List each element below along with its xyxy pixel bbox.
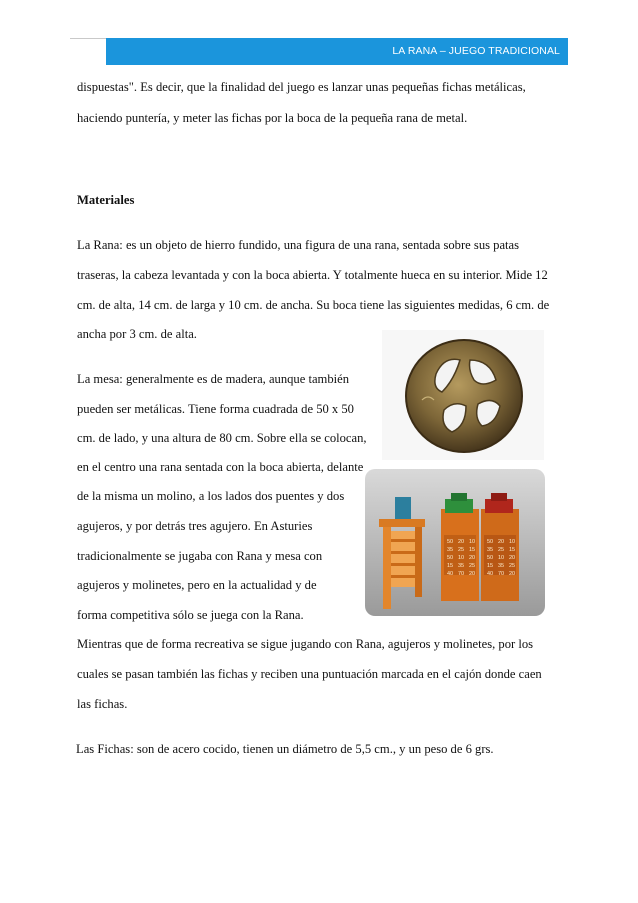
paragraph-line: dispuestas". Es decir, que la finalidad del juego es lanzar unas pequeñas fichas metálicas, xyxy=(77,80,526,94)
score-value: 50 xyxy=(487,539,494,545)
score-value: 15 xyxy=(487,563,494,569)
score-value: 10 xyxy=(458,555,465,561)
score-value: 20 xyxy=(498,539,505,545)
paragraph-line: cm. de alta, 14 cm. de larga y 10 cm. de ancha. Su boca tiene las siguientes medidas, 6 cm. de xyxy=(77,298,550,312)
score-value: 15 xyxy=(509,547,516,553)
score-value: 35 xyxy=(447,547,454,553)
paragraph-line: haciendo puntería, y meter las fichas por la boca de la pequeña rana de metal. xyxy=(77,111,468,125)
score-value: 40 xyxy=(447,571,454,577)
score-value: 70 xyxy=(498,571,505,577)
paragraph-line: agujeros y molinetes, pero en la actualidad y de xyxy=(77,578,317,592)
paragraph-line: pueden ser metálicas. Tiene forma cuadrada de 50 x 50 xyxy=(77,402,354,416)
score-value: 40 xyxy=(487,571,494,577)
score-value: 50 xyxy=(447,555,454,561)
score-value: 25 xyxy=(498,547,505,553)
score-value: 35 xyxy=(458,563,465,569)
game-table-photo xyxy=(365,469,545,616)
paragraph-line: ancha por 3 cm. de alta. xyxy=(77,327,197,341)
paragraph-line: agujeros, y por detrás tres agujero. En Asturies xyxy=(77,519,313,533)
paragraph-line: forma competitiva sólo se juega con la Rana. xyxy=(77,608,304,622)
score-value: 50 xyxy=(447,539,454,545)
score-value: 20 xyxy=(509,571,516,577)
score-value: 50 xyxy=(487,555,494,561)
score-value: 70 xyxy=(458,571,465,577)
score-value: 20 xyxy=(469,555,476,561)
score-value: 20 xyxy=(458,539,465,545)
header-title: LA RANA – JUEGO TRADICIONAL xyxy=(392,45,560,57)
score-value: 15 xyxy=(469,547,476,553)
paragraph-line: traseras, la cabeza levantada y con la boca abierta. Y totalmente hueca en su interior. Mide 12 xyxy=(77,268,548,282)
paragraph-line: cuales se pasan también las fichas y reciben una puntuación marcada en el cajón donde caen xyxy=(77,667,542,681)
score-value: 35 xyxy=(498,563,505,569)
score-value: 25 xyxy=(469,563,476,569)
score-value: 10 xyxy=(498,555,505,561)
score-value: 25 xyxy=(509,563,516,569)
paragraph-line: Las Fichas: son de acero cocido, tienen un diámetro de 5,5 cm., y un peso de 6 grs. xyxy=(76,742,494,756)
score-value: 20 xyxy=(469,571,476,577)
score-value: 25 xyxy=(458,547,465,553)
header-bar xyxy=(106,38,568,65)
paragraph-line: Mientras que de forma recreativa se sigue jugando con Rana, agujeros y molinetes, por los xyxy=(77,637,534,651)
score-value: 35 xyxy=(487,547,494,553)
paragraph-line: tradicionalmente se jugaba con Rana y mesa con xyxy=(77,549,323,563)
score-value: 20 xyxy=(509,555,516,561)
header-rule xyxy=(70,38,106,39)
paragraph-line: La Rana: es un objeto de hierro fundido, una figura de una rana, sentada sobre sus patas xyxy=(77,238,520,252)
token-photo xyxy=(382,330,544,460)
paragraph-line: las fichas. xyxy=(77,697,128,711)
paragraph-line: en el centro una rana sentada con la boca abierta, delante xyxy=(77,460,364,474)
paragraph-line: cm. de lado, y una altura de 80 cm. Sobre ella se colocan, xyxy=(77,431,367,445)
score-value: 15 xyxy=(447,563,454,569)
paragraph-line: de la misma un molino, a los lados dos puentes y dos xyxy=(77,489,345,503)
section-heading: Materiales xyxy=(77,193,135,207)
score-value: 10 xyxy=(469,539,476,545)
paragraph-line: La mesa: generalmente es de madera, aunque también xyxy=(77,372,350,386)
score-value: 10 xyxy=(509,539,516,545)
